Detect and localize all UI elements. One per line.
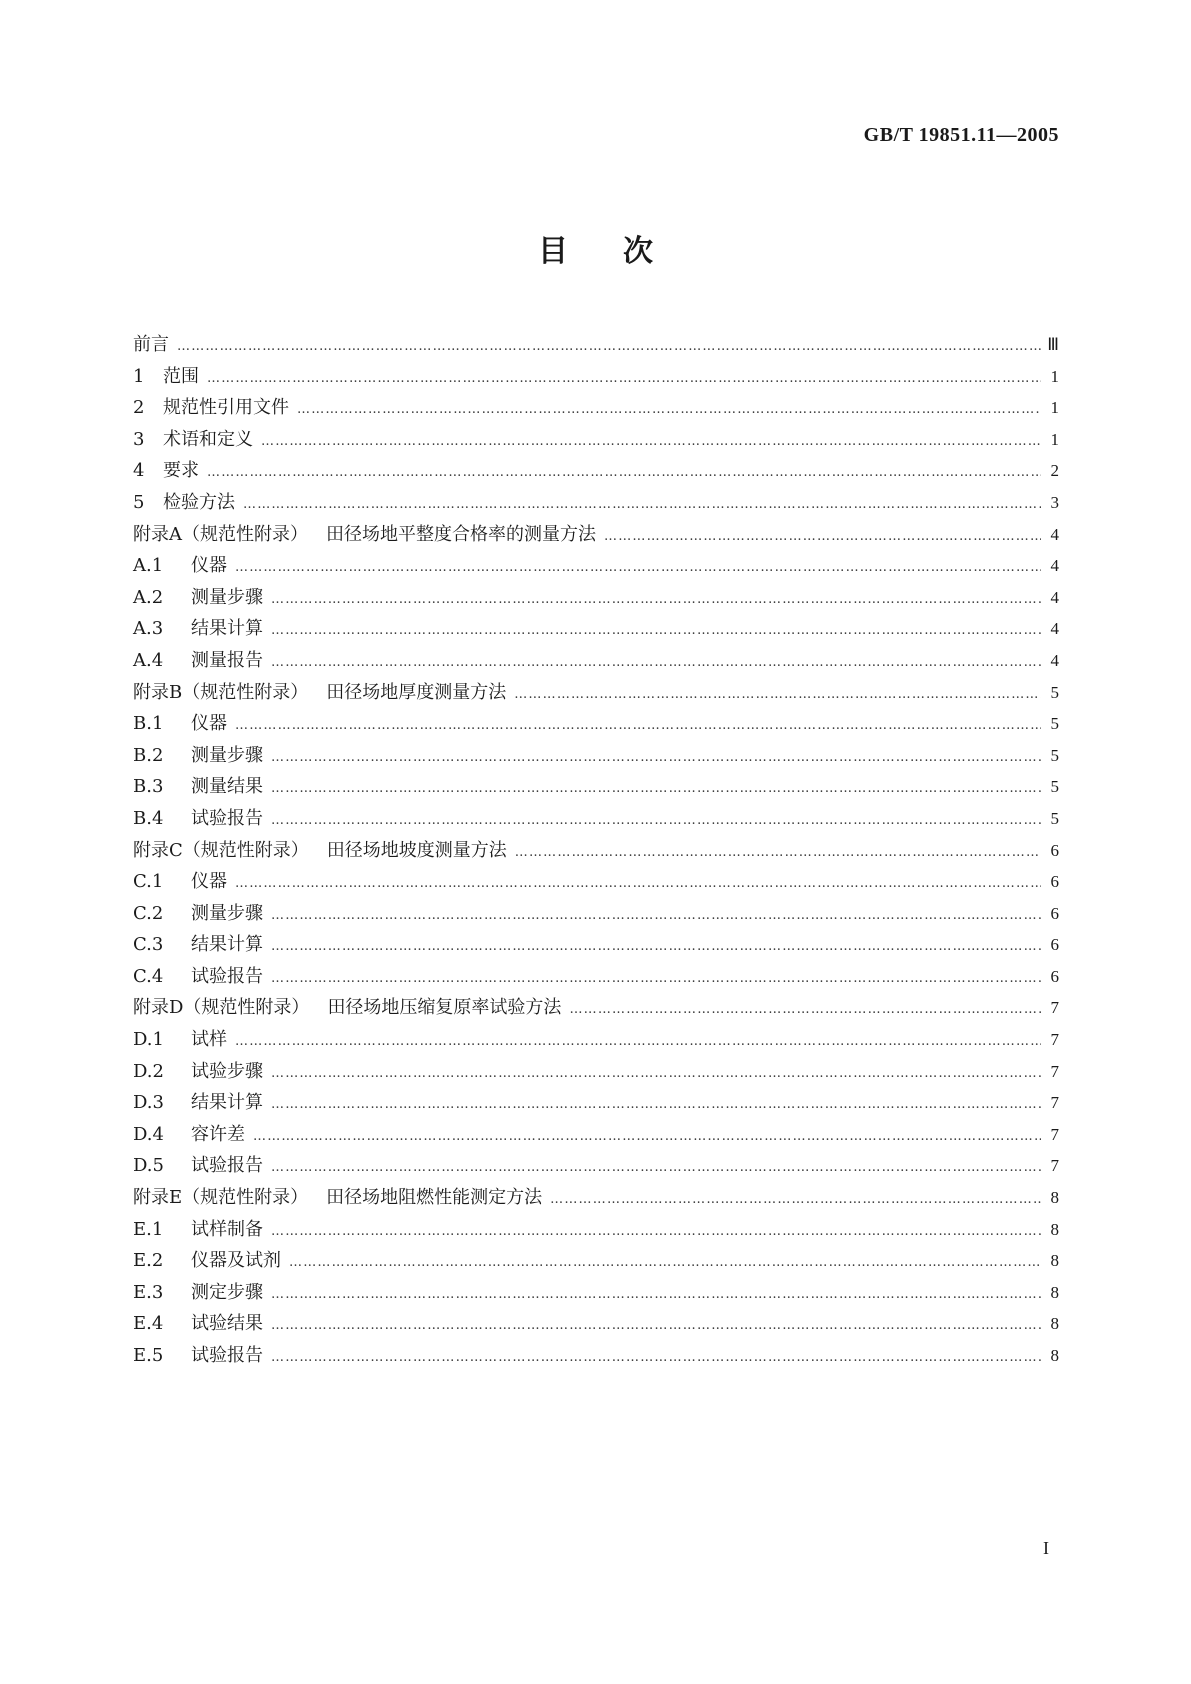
toc-entry-number: E.3 — [133, 1281, 164, 1303]
toc-entry-title: 要求 — [163, 460, 199, 482]
toc-entry[interactable] — [133, 361, 1059, 393]
toc-entry-page: 7 — [1050, 1061, 1059, 1081]
toc-entry-page: 7 — [1050, 1093, 1059, 1113]
toc-entry-label — [133, 1245, 289, 1277]
toc-entry-page: 3 — [1050, 492, 1059, 512]
toc-dot-leader — [271, 1152, 1041, 1184]
toc-entry-title: 测量报告 — [191, 649, 263, 671]
toc-entry-number: 4 — [133, 460, 145, 482]
toc-entry-title: 试验报告 — [191, 1155, 263, 1177]
toc-entry-page: 6 — [1050, 903, 1059, 923]
toc-entry-page: 5 — [1050, 745, 1059, 765]
toc-entry-number: D.3 — [133, 1092, 164, 1114]
toc-entry[interactable] — [133, 771, 1059, 803]
toc-entry-title: 试验报告 — [191, 1345, 263, 1366]
toc-entry[interactable] — [133, 961, 1059, 993]
toc-annex-tag: 附录B（规范性附录） — [133, 681, 309, 703]
toc-annex-tag: 附录C（规范性附录） — [133, 839, 309, 861]
toc-entry-label — [133, 613, 271, 645]
toc-entry[interactable] — [133, 740, 1059, 772]
toc-dot-leader — [261, 426, 1041, 458]
toc-dot-leader — [235, 552, 1041, 584]
toc-entry-label — [133, 961, 271, 993]
toc-dot-leader — [235, 710, 1041, 742]
toc-dot-leader — [235, 868, 1041, 900]
toc-entry-page: 7 — [1050, 1156, 1059, 1176]
toc-entry-label — [133, 677, 514, 709]
toc-dot-leader — [271, 584, 1041, 616]
toc-entry-number: D.1 — [133, 1029, 164, 1051]
toc-entry-label — [133, 1150, 271, 1182]
toc-entry[interactable] — [133, 1056, 1059, 1088]
toc-dot-leader — [177, 331, 1041, 363]
toc-dot-leader — [569, 994, 1041, 1026]
toc-entry-title: 测量步骤 — [191, 902, 263, 924]
toc-entry-page: 7 — [1050, 998, 1059, 1018]
toc-entry-page: 8 — [1050, 1219, 1059, 1239]
page-number: I — [1043, 1538, 1049, 1558]
toc-entry-title: 田径场地厚度测量方法 — [326, 681, 507, 703]
toc-entry[interactable] — [133, 1119, 1059, 1151]
toc-entry-page: 5 — [1050, 682, 1059, 702]
toc-entry-page: 8 — [1050, 1314, 1059, 1334]
toc-entry-page: 4 — [1050, 524, 1059, 544]
toc-entry-title: 田径场地压缩复原率试验方法 — [327, 997, 562, 1019]
toc-dot-leader — [207, 457, 1041, 489]
toc-entry-page: 1 — [1050, 366, 1059, 386]
toc-dot-leader — [271, 1089, 1041, 1121]
toc-entry-label — [133, 645, 271, 677]
toc-entry[interactable] — [133, 1024, 1059, 1056]
toc-entry-label — [133, 1056, 271, 1088]
toc-entry-number: B.2 — [133, 744, 164, 766]
toc-entry-title: 前言 — [133, 334, 169, 355]
toc-entry-label — [133, 992, 569, 1024]
toc-entry-page: 4 — [1050, 556, 1059, 576]
toc-dot-leader — [253, 1121, 1041, 1153]
toc-entry[interactable] — [133, 519, 1059, 551]
toc-dot-leader — [235, 1026, 1041, 1058]
toc-entry-label — [133, 1277, 271, 1309]
toc-dot-leader — [271, 1342, 1041, 1374]
toc-dot-leader — [289, 1247, 1041, 1279]
toc-entry-number: E.5 — [133, 1345, 164, 1366]
toc-entry-title: 试验结果 — [191, 1313, 263, 1335]
toc-entry-page: 8 — [1050, 1346, 1059, 1365]
toc-entry-number: C.2 — [133, 902, 164, 924]
toc-entry-number: A.2 — [133, 586, 164, 608]
toc-entry-number: 1 — [133, 365, 145, 387]
toc-dot-leader — [604, 521, 1041, 553]
toc-dot-leader — [271, 1216, 1041, 1248]
toc-dot-leader — [271, 1058, 1041, 1090]
toc-entry-label — [133, 708, 235, 740]
toc-entry-number: B.3 — [133, 776, 164, 798]
toc-entry[interactable] — [133, 613, 1059, 645]
toc-entry-title: 仪器及试剂 — [191, 1250, 281, 1272]
toc-entry-label — [133, 550, 235, 582]
toc-entry-label — [133, 1308, 271, 1340]
toc-entry-label — [133, 1340, 271, 1372]
toc-entry-page: 1 — [1050, 398, 1059, 418]
toc-entry[interactable] — [133, 866, 1059, 898]
toc-dot-leader — [271, 773, 1041, 805]
toc-entry-page: 7 — [1050, 1124, 1059, 1144]
toc-entry-title: 检验方法 — [163, 491, 235, 513]
toc-entry[interactable] — [133, 992, 1059, 1024]
toc-entry-number: E.1 — [133, 1218, 164, 1240]
toc-entry-label — [133, 1024, 235, 1056]
table-of-contents — [133, 329, 1059, 1372]
toc-dot-leader — [514, 679, 1041, 711]
toc-entry-title: 试验报告 — [191, 965, 263, 987]
toc-entry-label — [133, 1182, 550, 1214]
toc-entry-title: 仪器 — [191, 713, 227, 735]
toc-entry[interactable] — [133, 1277, 1059, 1309]
toc-entry[interactable] — [133, 1214, 1059, 1246]
toc-entry-label — [133, 803, 271, 835]
toc-entry-label — [133, 487, 243, 519]
toc-dot-leader — [271, 742, 1041, 774]
toc-dot-leader — [271, 963, 1041, 995]
toc-entry[interactable] — [133, 392, 1059, 424]
toc-entry-label — [133, 866, 235, 898]
toc-entry-label — [133, 424, 261, 456]
toc-dot-leader — [271, 1279, 1041, 1311]
toc-entry-title: 结果计算 — [191, 934, 263, 956]
toc-annex-tag: 附录A（规范性附录） — [133, 523, 308, 545]
toc-entry[interactable] — [133, 803, 1059, 835]
toc-entry-title: 容许差 — [191, 1123, 245, 1145]
toc-entry[interactable] — [133, 835, 1059, 867]
toc-entry-number: A.1 — [133, 555, 164, 577]
toc-entry-title: 田径场地平整度合格率的测量方法 — [326, 523, 596, 545]
toc-entry[interactable] — [133, 1340, 1059, 1372]
toc-entry[interactable] — [133, 329, 1059, 361]
toc-entry-title: 术语和定义 — [163, 428, 253, 450]
toc-entry-page: 8 — [1050, 1188, 1059, 1208]
toc-dot-leader — [271, 1310, 1041, 1342]
toc-entry-number: C.1 — [133, 871, 164, 893]
toc-entry-label — [133, 740, 271, 772]
toc-entry[interactable] — [133, 582, 1059, 614]
toc-entry[interactable] — [133, 708, 1059, 740]
toc-entry-number: A.3 — [133, 618, 164, 640]
toc-entry-page: 1 — [1050, 429, 1059, 449]
toc-entry-label — [133, 329, 177, 361]
toc-entry-title: 仪器 — [191, 871, 227, 893]
toc-entry-page: 5 — [1050, 777, 1059, 797]
toc-dot-leader — [515, 837, 1041, 869]
toc-entry-label — [133, 929, 271, 961]
toc-entry-title: 测定步骤 — [191, 1281, 263, 1303]
toc-entry-page: 2 — [1050, 461, 1059, 481]
toc-entry-title: 试样制备 — [191, 1218, 263, 1240]
toc-entry-label — [133, 1087, 271, 1119]
toc-entry-page: 5 — [1050, 808, 1059, 828]
toc-entry-number: 3 — [133, 428, 145, 450]
toc-entry-label — [133, 1119, 253, 1151]
toc-entry-title: 结果计算 — [191, 618, 263, 640]
toc-entry-number: D.4 — [133, 1123, 164, 1145]
toc-entry[interactable] — [133, 677, 1059, 709]
toc-entry-number: C.4 — [133, 965, 164, 987]
toc-entry-page: 6 — [1050, 935, 1059, 955]
toc-annex-tag: 附录E（规范性附录） — [133, 1187, 309, 1209]
toc-entry-page: 6 — [1050, 966, 1059, 986]
toc-entry-label — [133, 519, 604, 551]
toc-entry-title: 仪器 — [191, 555, 227, 577]
toc-dot-leader — [550, 1184, 1041, 1216]
toc-entry-number: D.5 — [133, 1155, 164, 1177]
toc-entry-number: B.4 — [133, 807, 164, 829]
toc-entry-title: 测量步骤 — [191, 744, 263, 766]
toc-entry-number: D.2 — [133, 1060, 164, 1082]
toc-entry-title: 田径场地阻燃性能测定方法 — [326, 1187, 543, 1209]
toc-entry-page: 6 — [1050, 840, 1059, 860]
toc-annex-tag: 附录D（规范性附录） — [133, 997, 310, 1019]
toc-dot-leader — [207, 363, 1041, 395]
toc-entry-number: E.2 — [133, 1250, 164, 1272]
toc-entry[interactable] — [133, 898, 1059, 930]
toc-entry-title: 试验步骤 — [191, 1060, 263, 1082]
toc-entry-title: 测量结果 — [191, 776, 263, 798]
toc-entry[interactable] — [133, 1087, 1059, 1119]
toc-entry-label — [133, 582, 271, 614]
toc-dot-leader — [243, 489, 1041, 521]
toc-entry-page: 6 — [1050, 872, 1059, 892]
toc-entry-title: 田径场地坡度测量方法 — [326, 839, 507, 861]
toc-entry[interactable] — [133, 1182, 1059, 1214]
toc-entry-page: 5 — [1050, 714, 1059, 734]
toc-entry-number: E.4 — [133, 1313, 164, 1335]
toc-entry-number: C.3 — [133, 934, 164, 956]
toc-entry-number: 5 — [133, 491, 145, 513]
toc-entry-title: 结果计算 — [191, 1092, 263, 1114]
toc-entry-page: 4 — [1050, 619, 1059, 639]
toc-dot-leader — [271, 615, 1041, 647]
toc-entry[interactable] — [133, 1150, 1059, 1182]
page-title: 目次 — [538, 234, 708, 269]
toc-entry[interactable] — [133, 487, 1059, 519]
toc-entry-title: 规范性引用文件 — [163, 397, 289, 419]
toc-entry-page: 4 — [1050, 587, 1059, 607]
toc-entry-title: 范围 — [163, 365, 199, 387]
toc-entry-label — [133, 361, 207, 393]
toc-entry-number: A.4 — [133, 649, 164, 671]
toc-entry[interactable] — [133, 550, 1059, 582]
toc-entry-title: 测量步骤 — [191, 586, 263, 608]
toc-dot-leader — [271, 647, 1041, 679]
toc-entry[interactable] — [133, 645, 1059, 677]
toc-entry[interactable] — [133, 1245, 1059, 1277]
toc-entry-label — [133, 1214, 271, 1246]
toc-entry[interactable] — [133, 424, 1059, 456]
toc-entry-page: 4 — [1050, 650, 1059, 670]
toc-entry-page: 7 — [1050, 1030, 1059, 1050]
toc-entry-page: Ⅲ — [1047, 335, 1059, 354]
toc-entry-label — [133, 392, 297, 424]
toc-entry-title: 试样 — [191, 1029, 227, 1051]
toc-dot-leader — [297, 394, 1041, 426]
toc-entry[interactable] — [133, 455, 1059, 487]
toc-entry-number: 2 — [133, 397, 145, 419]
toc-entry[interactable] — [133, 929, 1059, 961]
toc-entry-page: 8 — [1050, 1251, 1059, 1271]
toc-dot-leader — [271, 805, 1041, 837]
toc-dot-leader — [271, 931, 1041, 963]
toc-entry-page: 8 — [1050, 1282, 1059, 1302]
toc-entry-label — [133, 771, 271, 803]
toc-entry-label — [133, 455, 207, 487]
toc-entry-title: 试验报告 — [191, 807, 263, 829]
toc-entry-number: B.1 — [133, 713, 164, 735]
toc-entry-label — [133, 835, 515, 867]
toc-dot-leader — [271, 900, 1041, 932]
toc-entry-label — [133, 898, 271, 930]
standard-code: GB/T 19851.11—2005 — [863, 124, 1059, 146]
toc-entry[interactable] — [133, 1308, 1059, 1340]
